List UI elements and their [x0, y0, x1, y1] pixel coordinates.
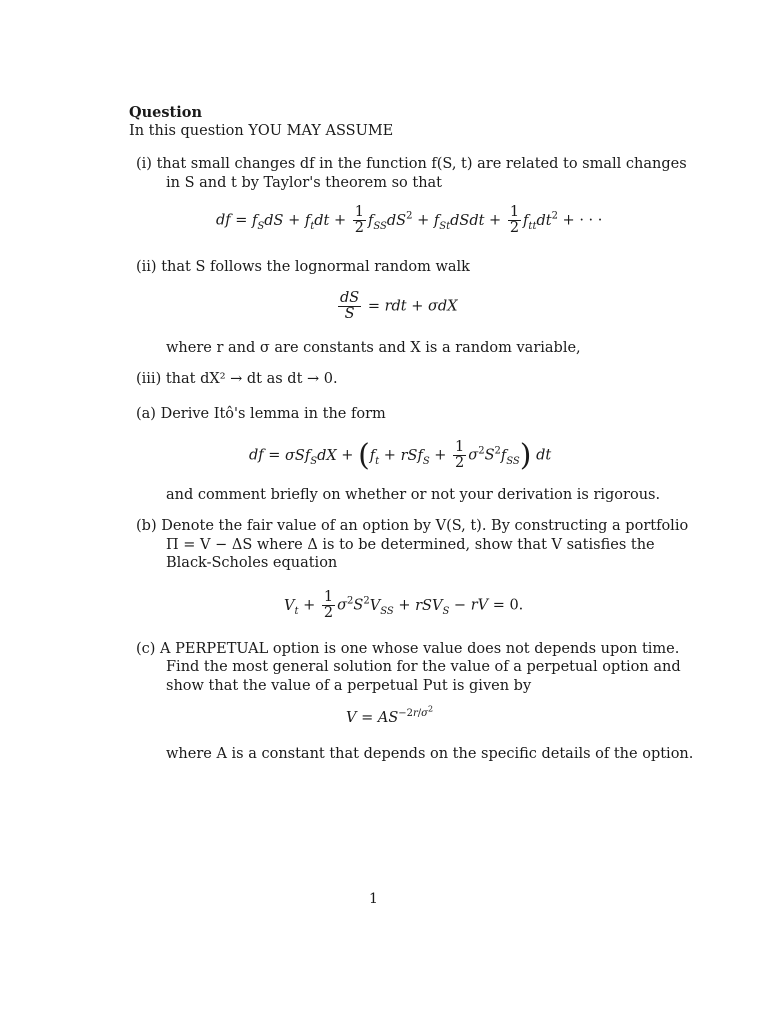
assumption-ii-after: where r and σ are constants and X is a random variable, — [166, 340, 581, 356]
part-b-line2: Π = V − ΔS where Δ is to be determined, show that V satisfies the — [166, 537, 655, 553]
equation-lognormal-walk: $\frac{dS}{S}$ = rdt + σdX — [340, 290, 458, 322]
page-number: 1 — [369, 891, 378, 907]
part-a-after: and comment briefly on whether or not your derivation is rigorous. — [166, 487, 661, 503]
part-c-text: A PERPETUAL option is one whose value does not depends upon time. — [160, 641, 680, 657]
equation-taylor: df = $f_SdS + f_tdt$ + $\frac{1}{2}$ $f_{SS}dS^2$ + $f_{St}dSdt$ + $\frac{1}{2}$ $f_{tt}dt^2$ + · · · — [216, 204, 603, 236]
equation-perpetual-put: $V = AS^{-2r/\sigma^2}$ — [346, 704, 434, 726]
part-c-after: where A is a constant that depends on the specific details of the option. — [166, 746, 694, 762]
part-a-label: (a) — [136, 406, 156, 422]
assumption-i-text: that small changes df in the function f(S, t) are related to small changes — [156, 156, 687, 172]
equation-black-scholes: $V_t$ + $\frac{1}{2}$ $\sigma^2S^2V_{SS} + rSV_S$ − rV = 0. — [284, 589, 524, 621]
part-c-line3: show that the value of a perpetual Put is given by — [166, 678, 532, 694]
question-heading: Question — [129, 104, 202, 121]
assumption-ii-line1 — [136, 258, 470, 277]
part-b-label: (b) — [136, 518, 157, 534]
assumption-i-label: (i) — [136, 156, 152, 172]
part-c-label: (c) — [136, 641, 156, 657]
assumption-iii-label: (iii) — [136, 371, 162, 387]
part-c-line2: Find the most general solution for the value of a perpetual option and — [166, 659, 681, 675]
assumption-iii-text: that dX² → dt as dt → 0. — [165, 371, 338, 387]
part-a-text: Derive Itô's lemma in the form — [160, 406, 386, 422]
assumption-iii-line1 — [136, 370, 338, 389]
assumption-ii-text: that S follows the lognormal random walk — [161, 259, 470, 275]
assumption-i-line2: in S and t by Taylor's theorem so that — [166, 175, 443, 191]
part-a-line1 — [136, 405, 386, 424]
intro-text: In this question YOU MAY ASSUME — [129, 123, 394, 139]
part-b-line1 — [136, 517, 688, 536]
assumption-i-line1 — [136, 155, 687, 174]
assumption-ii-label: (ii) — [136, 259, 157, 275]
part-b-text: Denote the fair value of an option by V(S, t). By constructing a portfolio — [161, 518, 689, 534]
part-c-line1 — [136, 640, 679, 659]
part-b-line3: Black-Scholes equation — [166, 555, 338, 571]
equation-ito: df = $\sigma Sf_SdX + (f_t + rSf_S$ + $\frac{1}{2}$ $\sigma^2S^2f_{SS}$) dt — [249, 438, 552, 473]
